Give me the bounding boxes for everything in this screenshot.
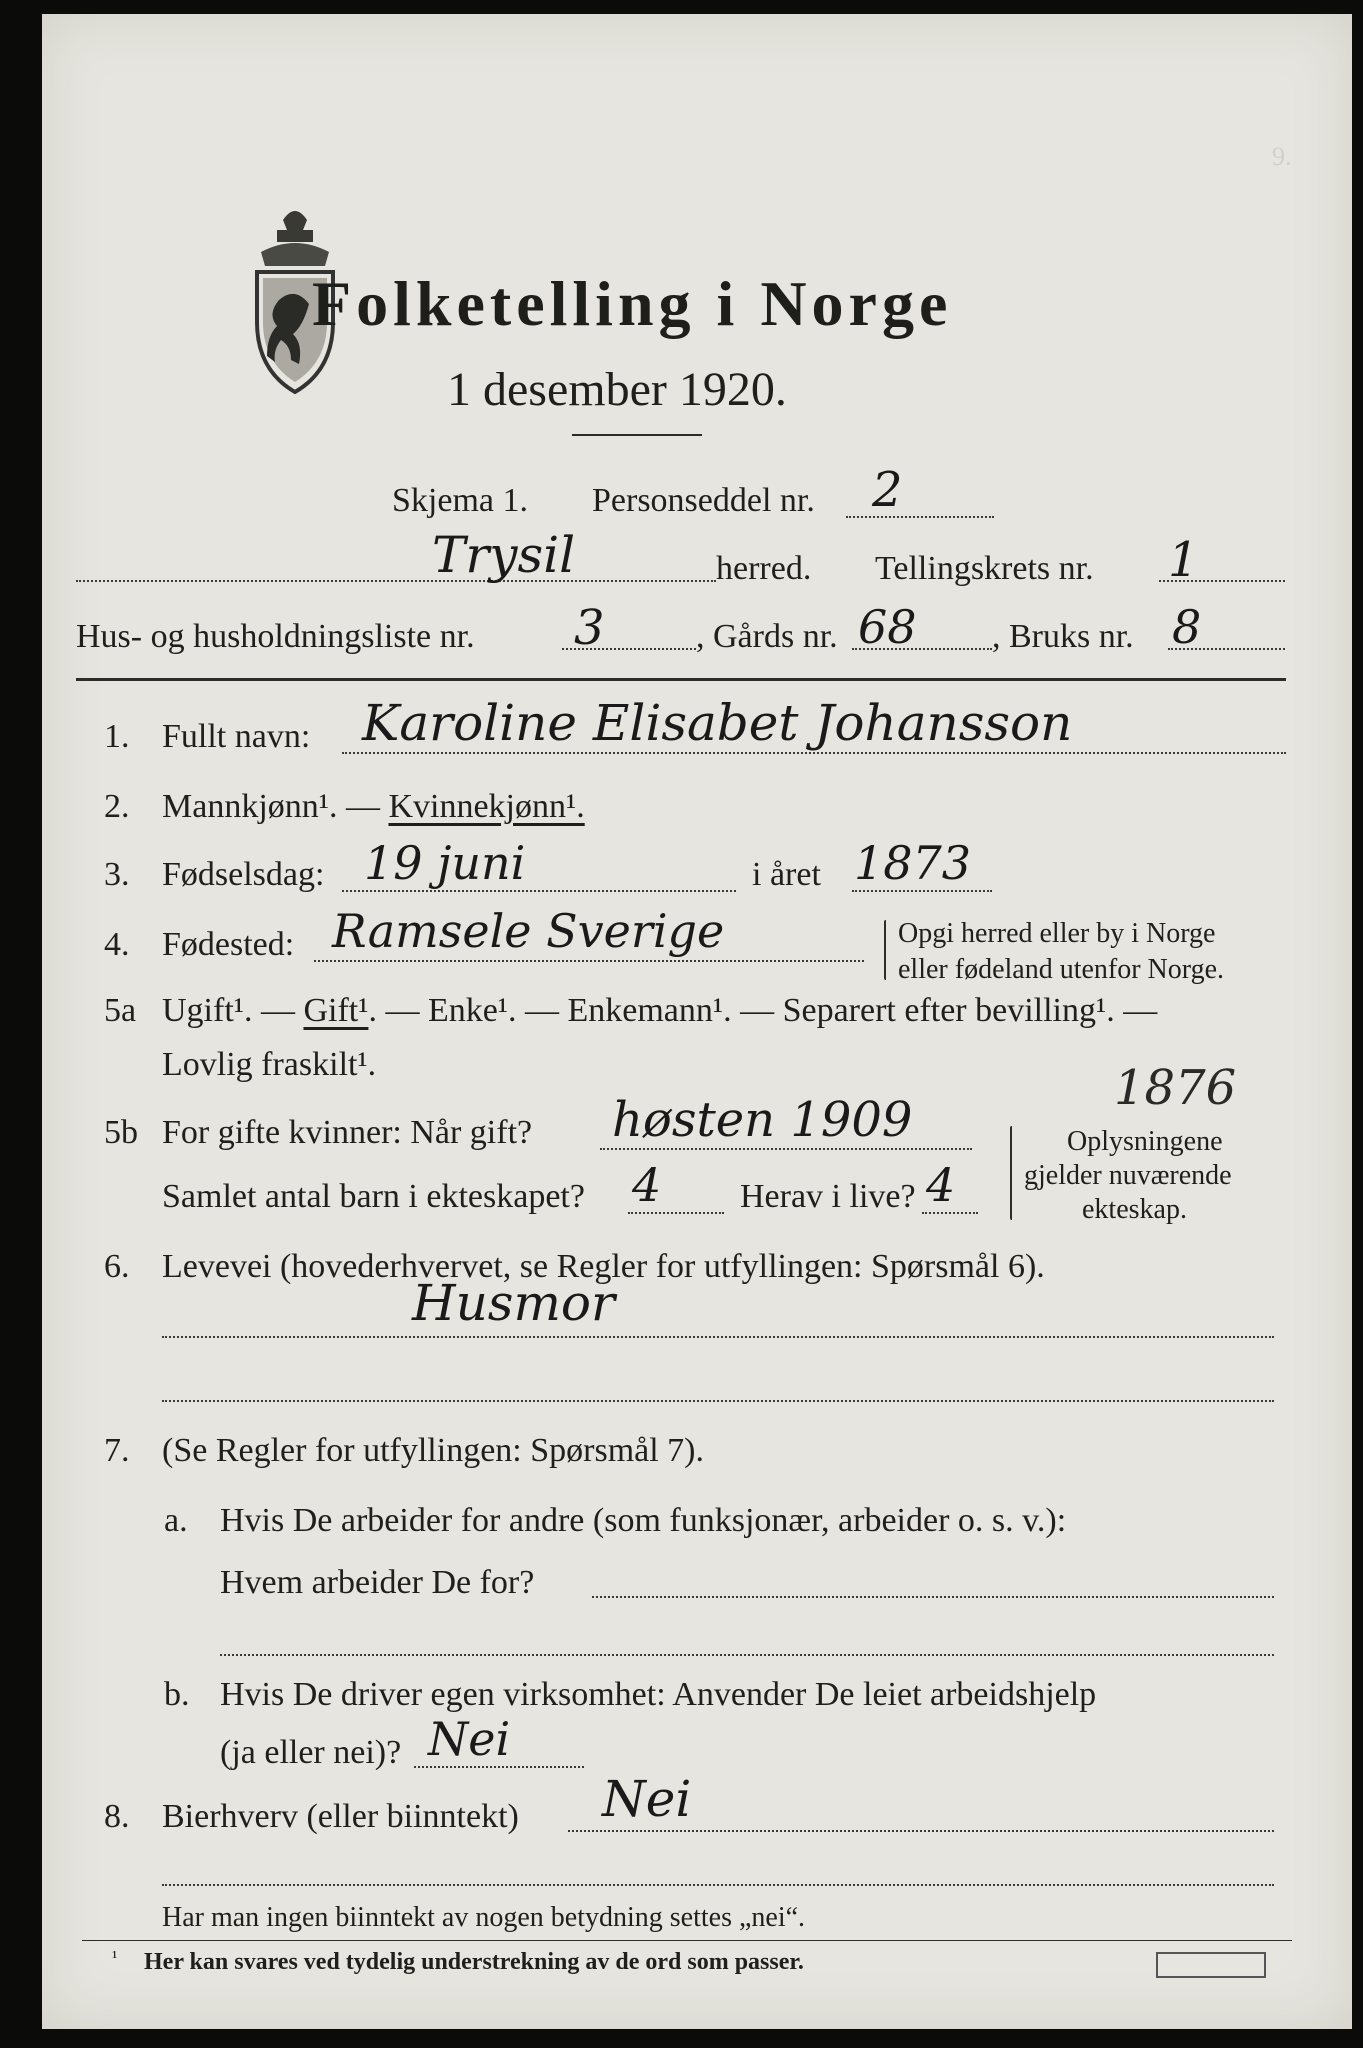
q5b-children-value: 4 xyxy=(632,1158,662,1212)
q5b-alive-line xyxy=(922,1212,978,1214)
bruks-label: , Bruks nr. xyxy=(992,618,1134,655)
q8-number: 8. xyxy=(104,1798,130,1835)
header-separator xyxy=(76,678,1286,681)
title-divider xyxy=(572,434,702,436)
q3-year-label: i året xyxy=(752,856,821,893)
q4-value: Ramsele Sverige xyxy=(332,904,725,958)
q6-value: Husmor xyxy=(412,1274,615,1332)
q5b-note-line2: gjelder nuværende xyxy=(1024,1160,1232,1191)
schema-label: Skjema 1. xyxy=(392,482,528,519)
q4-note-line1: Opgi herred eller by i Norge xyxy=(898,918,1216,949)
printer-stamp xyxy=(1156,1952,1266,1978)
q7a-number: a. xyxy=(164,1502,188,1539)
footnote-mark: ¹ xyxy=(112,1947,118,1967)
q5b-note-line1: Oplysningene xyxy=(1067,1126,1223,1157)
q7b-value: Nei xyxy=(428,1712,511,1766)
q5a-line2: Lovlig fraskilt¹. xyxy=(162,1046,377,1083)
q7-number: 7. xyxy=(104,1432,130,1469)
personseddel-line xyxy=(846,516,994,518)
q7b-text: Hvis De driver egen virksomhet: Anvender De leiet arbeidshjelp xyxy=(220,1676,1097,1713)
bruks-value: 8 xyxy=(1172,600,1202,654)
footer-note: Har man ingen biinntekt av nogen betydning settes „nei“. xyxy=(162,1902,806,1933)
q4-number: 4. xyxy=(104,926,130,963)
form-title: Folketelling i Norge xyxy=(312,268,953,339)
q6-line1 xyxy=(162,1336,1274,1338)
q2-number: 2. xyxy=(104,788,130,825)
q8-line2 xyxy=(162,1884,1274,1886)
q5b-note-line3: ekteskap. xyxy=(1082,1194,1187,1225)
hus-label: Hus- og husholdningsliste nr. xyxy=(76,618,475,655)
q7a-question: Hvem arbeider De for? xyxy=(220,1564,535,1601)
q5b-value: høsten 1909 xyxy=(612,1092,913,1148)
tellingskrets-value: 1 xyxy=(1168,532,1199,588)
bleed-through-text: 9. xyxy=(1272,142,1292,171)
q2-male: Mannkjønn¹. xyxy=(162,788,338,825)
q3-year-line xyxy=(852,890,992,892)
q1-label: Fullt navn: xyxy=(162,718,311,755)
q7b-number: b. xyxy=(164,1676,190,1713)
q3-value: 19 juni xyxy=(364,836,526,890)
census-form-sheet xyxy=(42,14,1352,2029)
q6-number: 6. xyxy=(104,1248,130,1285)
q5b-alive-label: Herav i live? xyxy=(740,1178,916,1215)
q8-value: Nei xyxy=(602,1770,692,1828)
q3-year-value: 1873 xyxy=(854,836,972,890)
q4-note-brace xyxy=(884,920,886,980)
q6-line2 xyxy=(162,1400,1274,1402)
q2-female-underlined: Kvinnekjønn¹. xyxy=(388,788,585,825)
q2-options xyxy=(162,790,585,824)
q4-label: Fødested: xyxy=(162,926,295,963)
q5b-label: For gifte kvinner: Når gift? xyxy=(162,1114,533,1151)
q5b-note-brace xyxy=(1010,1126,1012,1220)
q5b-margin-note: 1876 xyxy=(1114,1060,1237,1116)
q5b-line xyxy=(600,1148,972,1150)
herred-value: Trysil xyxy=(432,526,576,584)
q5a-ugift: Ugift¹. — xyxy=(162,992,304,1029)
gards-label: , Gårds nr. xyxy=(696,618,838,655)
q1-line xyxy=(342,752,1286,754)
herred-line xyxy=(76,580,716,582)
q5b-number: 5b xyxy=(104,1114,138,1151)
personseddel-value: 2 xyxy=(872,462,903,518)
q1-number: 1. xyxy=(104,718,130,755)
q7a-text: Hvis De arbeider for andre (som funksjonær, arbeider o. s. v.): xyxy=(220,1502,1067,1539)
q5a-gift-underlined: Gift¹ xyxy=(303,992,369,1029)
q5a-options xyxy=(162,994,1157,1028)
q8-line1 xyxy=(568,1830,1274,1832)
q8-label: Bierhverv (eller biinntekt) xyxy=(162,1798,519,1835)
q7b-line xyxy=(414,1766,584,1768)
q6-label: Levevei (hovederhvervet, se Regler for utfyllingen: Spørsmål 6). xyxy=(162,1248,1045,1285)
q3-number: 3. xyxy=(104,856,130,893)
q5b-alive-value: 4 xyxy=(926,1158,956,1212)
personseddel-label: Personseddel nr. xyxy=(592,482,815,519)
tellingskrets-label: Tellingskrets nr. xyxy=(875,550,1094,587)
q3-line xyxy=(342,890,736,892)
q5a-number: 5a xyxy=(104,992,137,1029)
herred-label: herred. xyxy=(716,550,812,587)
footer-separator xyxy=(82,1940,1292,1941)
q7-label: (Se Regler for utfyllingen: Spørsmål 7). xyxy=(162,1432,705,1469)
q1-value: Karoline Elisabet Johansson xyxy=(362,694,1073,752)
q7a-line1 xyxy=(592,1596,1274,1598)
q4-line xyxy=(314,960,864,962)
q7a-line2 xyxy=(220,1654,1274,1656)
footnote-text: Her kan svares ved tydelig understrekning av de ord som passer. xyxy=(144,1949,804,1975)
q5b-children-label: Samlet antal barn i ekteskapet? xyxy=(162,1178,585,1215)
q5b-children-line xyxy=(628,1212,724,1214)
q5a-rest: . — Enke¹. — Enkemann¹. — Separert efter bevilling¹. — xyxy=(368,992,1158,1029)
gards-value: 68 xyxy=(858,600,917,654)
census-date: 1 desember 1920. xyxy=(447,363,787,416)
q7b-question: (ja eller nei)? xyxy=(220,1734,402,1771)
q2-dash: — xyxy=(337,788,389,825)
q3-label: Fødselsdag: xyxy=(162,856,325,893)
q4-note-line2: eller fødeland utenfor Norge. xyxy=(898,954,1225,985)
hus-value: 3 xyxy=(574,600,605,656)
